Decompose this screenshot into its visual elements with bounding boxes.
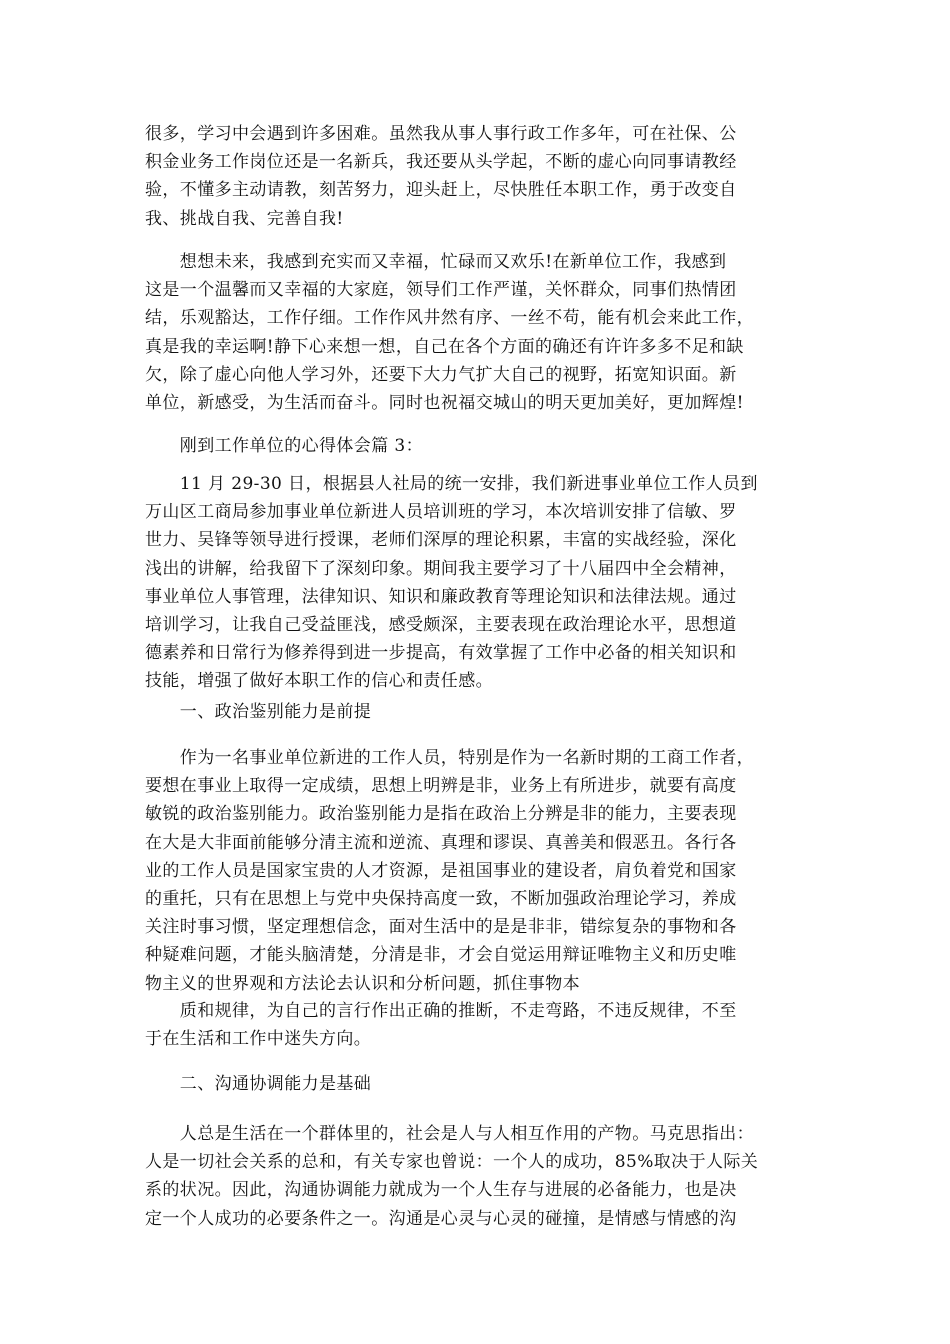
paragraph-future-outlook: 想想未来，我感到充实而又幸福，忙碌而又欢乐!在新单位工作，我感到 这是一个温馨而又幸福的大家庭，领导们工作严谨，关怀群众，同事们热情团 结，乐观豁达，工作仔细。工作作风井然有序、一丝不苟，能有机会来此工作， 真是我的幸运啊!静下心来想一想，自己在各个方面的确还有许许多多不足和缺 欠，除了虚心向他人学习外，还要下大力气扩大自己的视野，拓宽知识面。新 单位，新感受，为生活而奋斗。同时也祝福交城山的明天更加美好，更加辉煌! [145, 252, 754, 414]
heading-communication-ability: 二、沟通协调能力是基础 [145, 1074, 372, 1094]
paragraph-training-intro: 11 月 29-30 日，根据县人社局的统一安排，我们新进事业单位工作人员到 万山区工商局参加事业单位新进人员培训班的学习，本次培训安排了信敏、罗 世力、吴锋等领导进行授课，老师们深厚的理论积累，丰富的实战经验，深化 浅出的讲解，给我留下了深刻印象。期间我主要学习了十八届四中全会精神， 事业单位人事管理，法律知识、知识和廉政教育等理论知识和法律法规。通过 培训学习，让我自己受益匪浅，感受颇深，主要表现在政治理论水平，思想道 德素养和日常行为修养得到进一步提高，有效掌握了工作中必备的相关知识和 技能，增强了做好本职工作的信心和责任感。 [145, 474, 758, 692]
paragraph-continuation: 很多，学习中会遇到许多困难。虽然我从事人事行政工作多年，可在社保、公 积金业务工作岗位还是一名新兵，我还要从头学起，不断的虚心向同事请教经 验，不懂多主动请教，刻苦努力，迎头赶上，尽快胜任本职工作，勇于改变自 我、挑战自我、完善自我! [145, 124, 737, 229]
heading-political-ability: 一、政治鉴别能力是前提 [145, 702, 372, 722]
paragraph-political-ability: 作为一名事业单位新进的工作人员，特别是作为一名新时期的工商工作者， 要想在事业上取得一定成绩，思想上明辨是非，业务上有所进步，就要有高度 敏锐的政治鉴别能力。政治鉴别能力是指在政治上分辨是非的能力，主要表现 在大是大非面前能够分清主流和逆流、真理和谬误、真善美和假恶丑。各行各 业的工作人员是国家宝贵的人才资源，是祖国事业的建设者，肩负着党和国家 的重托，只有在思想上与党中央保持高度一致，不断加强政治理论学习，养成 关注时事习惯，坚定理想信念，面对生活中的是是非非，错综复杂的事物和各 种疑难问题，才能头脑清楚，分清是非，才会自觉运用辩证唯物主义和历史唯 物主义的世界观和方法论去认识和分析问题，抓住事物本 [145, 748, 754, 994]
paragraph-communication-ability: 人总是生活在一个群体里的，社会是人与人相互作用的产物。马克思指出： 人是一切社会关系的总和，有关专家也曾说：一个人的成功，85%取决于人际关 系的状况。因此，沟通协调能力就成为一个人生存与进展的必备能力，也是决 定一个人成功的必要条件之一。沟通是心灵与心灵的碰撞，是情感与情感的沟 [145, 1124, 759, 1229]
section-title-part-3: 刚到工作单位的心得体会篇 3： [145, 436, 424, 456]
paragraph-political-ability-cont: 质和规律，为自己的言行作出正确的推断，不走弯路，不违反规律，不至 于在生活和工作中迷失方向。 [145, 1001, 737, 1050]
